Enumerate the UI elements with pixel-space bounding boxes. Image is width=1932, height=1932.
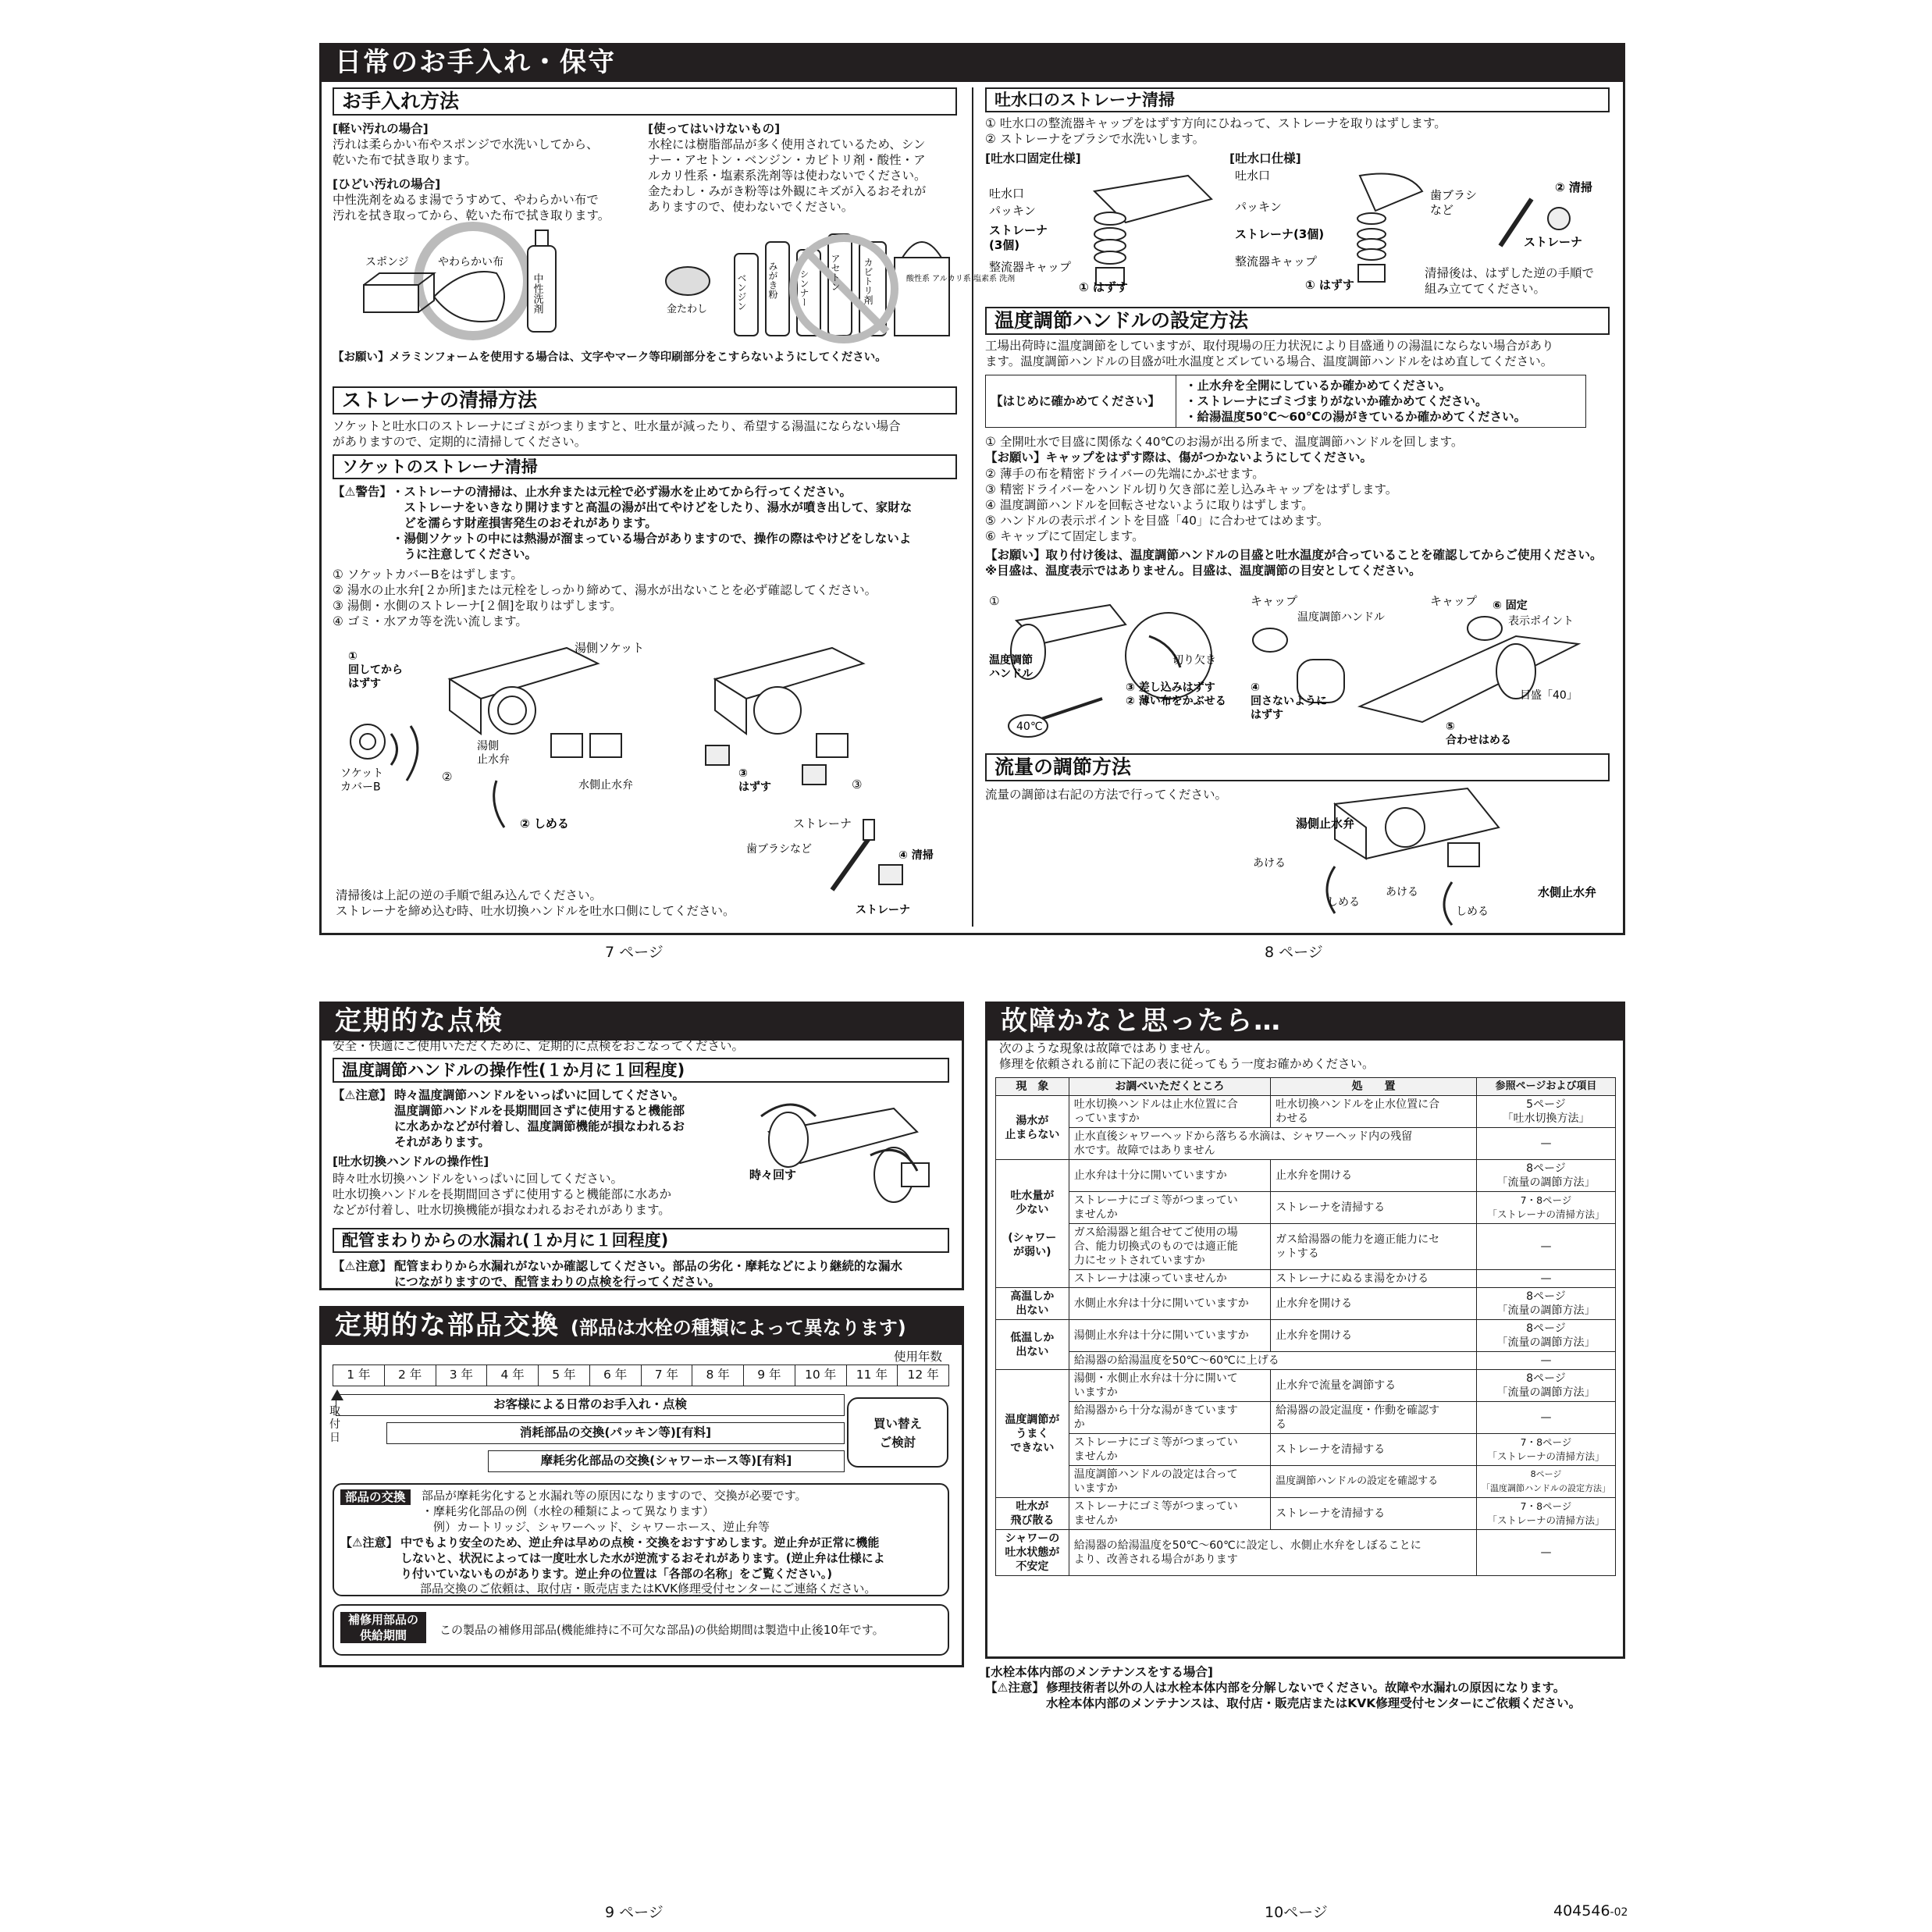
care-heavy-heading: [ひどい汚れの場合]: [333, 177, 441, 191]
care-light-text: 汚れは柔らかい布やスポンジで水洗いしてから、 乾いた布で拭き取ります。: [333, 137, 599, 167]
maintenance-caution-label: 【⚠注意】: [985, 1681, 1044, 1695]
inspection-turn: 時々回す: [749, 1168, 797, 1182]
action-cell: ストレーナにぬるま湯をかける: [1271, 1270, 1477, 1288]
sponge-label: スポンジ: [365, 256, 409, 269]
action-cell: 止水弁を開ける: [1271, 1160, 1477, 1192]
strainer-heading: ストレーナの清掃方法: [333, 386, 957, 415]
check-cell: 止水弁は十分に開いていますか: [1069, 1160, 1270, 1192]
thinner-label: シンナー: [799, 269, 809, 307]
trouble-title-band: 故障かなと思ったら…: [985, 1002, 1625, 1041]
table-row: [996, 1370, 1616, 1402]
trouble-table: [995, 1077, 1616, 1576]
flow-faucet-icon: [1335, 788, 1499, 866]
temp-heading: 温度調節ハンドルの設定方法: [985, 307, 1610, 335]
spout-text: ① 吐水口の整流器キャップをはずす方向にひねって、ストレーナを取りはずします。 ② ストレーナをブラシで水洗いします。: [985, 116, 1446, 146]
action-cell: 温度調節ハンドルの設定を確認する: [1271, 1466, 1477, 1498]
table-row: [996, 1224, 1616, 1270]
header-check: お調べいただくところ: [1069, 1078, 1270, 1096]
check-cell: 湯側止水弁は十分に開いていますか: [1069, 1320, 1270, 1352]
care-illustration: [333, 226, 1016, 343]
install-label: 取付日: [329, 1405, 340, 1444]
action-cell: ストレーナを清掃する: [1271, 1434, 1477, 1466]
spout-label: 吐水口: [989, 187, 1025, 201]
action-cell: 止水弁を開ける: [1271, 1320, 1477, 1352]
remove-label: ① はずす: [1079, 280, 1128, 294]
table-row: [996, 1498, 1616, 1530]
table-row: [996, 1402, 1616, 1434]
page-7-number: 7 ページ: [605, 944, 664, 961]
bar-consumables: 消耗部品の交換(パッキン等)[有料]: [386, 1422, 845, 1444]
year-cell: 12 年: [898, 1364, 949, 1386]
spout-fixed-heading: [吐水口固定仕様]: [985, 151, 1081, 165]
ref-cell: —: [1476, 1530, 1615, 1576]
clean-label: ② 清掃: [1555, 180, 1592, 194]
check-cell: 止水直後シャワーヘッドから落ちる水滴は、シャワーヘッド内の残留 水です。故障ではありません: [1069, 1128, 1476, 1160]
close-arrow-icon: [494, 781, 504, 827]
page-9-number: 9 ページ: [605, 1904, 664, 1921]
steel-wool-icon: [666, 267, 710, 295]
table-row: [996, 1160, 1616, 1192]
ref-cell: 7・8ページ 「ストレーナの清掃方法」: [1476, 1498, 1615, 1530]
check-cell: 給湯器の給湯温度を50℃～60℃に設定し、水側止水弁をしぼることに より、改善される場合があります: [1069, 1530, 1476, 1576]
supply-label: 補修用部品の 供給期間: [340, 1612, 426, 1643]
trouble-intro: 次のような現象は故障ではありません。 修理を依頼される前に下記の表に従ってもう一度お確かめください。: [999, 1041, 1375, 1071]
flow-open: あける: [1253, 857, 1286, 870]
year-cell: 6 年: [590, 1364, 642, 1386]
table-row: [996, 1530, 1616, 1576]
table-row: [996, 1096, 1616, 1128]
top-title-band: 日常のお手入れ・保守: [319, 43, 1625, 82]
fig-cover-label: ソケットカバーB: [340, 767, 384, 794]
remove-label-2: ① はずす: [1305, 278, 1354, 292]
temp-request2: 【お願い】取り付け後は、温度調節ハンドルの目盛と吐水温度が合っていることを確認してからご使用ください。 ※目盛は、温度表示ではありません。目盛は、温度調節の目安としてください。: [985, 548, 1603, 578]
year-cell: 7 年: [642, 1364, 693, 1386]
header-symptom: 現 象: [996, 1078, 1069, 1096]
replace-box: 買い替え ご検討: [847, 1397, 948, 1468]
inspection-leak-label: 【⚠注意】: [333, 1259, 392, 1273]
inspection-temp-heading: 温度調節ハンドルの操作性(１か月に１回程度): [333, 1058, 949, 1083]
care-light-heading: [軽い汚れの場合]: [333, 122, 429, 136]
ref-cell: —: [1476, 1224, 1615, 1270]
cap-label-2: 整流器キャップ: [1235, 254, 1318, 269]
fig-hot-valve: 湯側止水弁: [477, 740, 510, 767]
strainer-icon-2: [879, 865, 902, 884]
temp-request1: 【お願い】キャップをはずす際は、傷がつかないようにしてください。: [985, 450, 1373, 464]
header-action: 処 置: [1271, 1078, 1477, 1096]
neutral-label: 中性洗剤: [531, 273, 543, 314]
fig-fix-label: ⑥ 固定: [1493, 600, 1528, 612]
replacement-title-band: [319, 1306, 964, 1345]
spout-label-2: 吐水口: [1235, 169, 1271, 183]
page-10-number: 10ページ: [1265, 1904, 1328, 1921]
parts-label: 部品の交換: [340, 1489, 411, 1505]
fig-hot-socket: 湯側ソケット: [575, 641, 645, 655]
fig-cap2-label: キャップ: [1430, 594, 1478, 608]
fig-remove: ③ はずす: [738, 767, 771, 794]
action-cell: 止水弁で流量を調節する: [1271, 1370, 1477, 1402]
ref-cell: 7・8ページ 「ストレーナの清掃方法」: [1476, 1434, 1615, 1466]
symptom-cell: シャワーの 吐水状態が 不安定: [996, 1530, 1069, 1576]
page-8-number: 8 ページ: [1265, 944, 1323, 961]
inspection-leak-text: 配管まわりから水漏れがないか確認してください。部品の劣化・摩耗などにより継続的な漏水 につながりますので、配管まわりの点検を行ってください。: [394, 1259, 903, 1289]
fig-strainer2: ストレーナ: [856, 904, 910, 916]
flow-text: 流量の調節は右記の方法で行ってください。: [985, 788, 1228, 802]
care-heading: お手入れ方法: [333, 87, 957, 116]
benzine-label: ベンジン: [736, 273, 747, 311]
year-cell: 1 年: [333, 1364, 385, 1386]
inspection-intro: 安全・快適にご使用いただくために、定期的に点検をおこなってください。: [333, 1039, 745, 1053]
cap-icon: [1253, 628, 1287, 652]
flow-heading: 流量の調節方法: [985, 753, 1610, 781]
symptom-cell: 吐水量が 少ない (シャワー が弱い): [996, 1160, 1069, 1288]
temp-intro: 工場出荷時に温度調節をしていますが、取付現場の圧力状況により目盛通りの湯温にならない場合があり ます。温度調節ハンドルの目盛が吐水温度とズレている場合、温度調節ハンドルをはめ直してください。: [985, 339, 1554, 368]
check-cell: 給湯器の給湯温度を50℃～60℃に上げる: [1069, 1352, 1476, 1370]
strainer-3-label-2: ストレーナ(3個): [1235, 227, 1325, 241]
ref-cell: 7・8ページ 「ストレーナの清掃方法」: [1476, 1192, 1615, 1224]
check-cell: ストレーナは凍っていませんか: [1069, 1270, 1270, 1288]
cloth-icon: [434, 272, 504, 322]
spout-after: 清掃後は、はずした逆の手順で 組み立ててください。: [1425, 266, 1595, 296]
symptom-cell: 温度調節が うまく できない: [996, 1370, 1069, 1498]
temp-check-box: [985, 375, 1586, 428]
parts-box: [333, 1483, 949, 1596]
fig-step3: ③: [852, 777, 863, 792]
cap-icon-2: [1468, 617, 1502, 640]
ref-cell: —: [1476, 1128, 1615, 1160]
rotate-arrow-icon: [391, 734, 397, 765]
care-heavy-text: 中性洗剤をぬるま湯でうすめて、やわらかい布で 汚れを拭き取ってから、乾いた布で拭き取ります。: [333, 193, 610, 222]
ref-cell: —: [1476, 1270, 1615, 1288]
fig-40-label: 40℃: [1016, 720, 1043, 733]
action-cell: 給湯器の設定温度・作動を確認す る: [1271, 1402, 1477, 1434]
packing-label: パッキン: [989, 204, 1036, 218]
table-row: [996, 1466, 1616, 1498]
inspection-leak-heading: 配管まわりからの水漏れ(１か月に１回程度): [333, 1228, 949, 1253]
action-cell: 吐水切換ハンドルを止水位置に合 わせる: [1271, 1096, 1477, 1128]
replacement-title: 定期的な部品交換: [335, 1310, 560, 1341]
fig-handle2-label: 温度調節ハンドル: [1297, 611, 1385, 624]
care-note: 【お願い】メラミンフォームを使用する場合は、文字やマーク等印刷部分をこすらないようにしてください。: [333, 351, 887, 364]
table-row: [996, 1352, 1616, 1370]
maintenance-text: 修理技術者以外の人は水栓本体内部を分解しないでください。故障や水漏れの原因になります。 水栓本体内部のメンテナンスは、取付店・販売店またはKVK修理受付センターにご依頼ください。: [1046, 1681, 1582, 1710]
inspection-caution-label: 【⚠注意】: [333, 1088, 392, 1102]
fig-align-label: ⑤ 合わせはめる: [1446, 720, 1511, 747]
open-close-arrow-icon-2: [1444, 882, 1452, 925]
fig-temp-step1: ①: [989, 594, 1000, 608]
check-cell: ストレーナにゴミ等がつまってい ませんか: [1069, 1434, 1270, 1466]
check-cell: ストレーナにゴミ等がつまってい ませんか: [1069, 1498, 1270, 1530]
action-cell: ガス給湯器の能力を適正能力にセ ットする: [1271, 1224, 1477, 1270]
flow-illustration: [1249, 781, 1616, 929]
year-cell: 10 年: [795, 1364, 847, 1386]
symptom-cell: 吐水が 飛び散る: [996, 1498, 1069, 1530]
doc-number: 404546: [1553, 1902, 1610, 1920]
center-divider: [972, 87, 973, 927]
fig-step2: ②: [442, 770, 453, 784]
replacement-title-note: (部品は水栓の種類によって異なります): [570, 1317, 906, 1339]
ref-cell: 8ページ 「温度調節ハンドルの設定方法」: [1476, 1466, 1615, 1498]
ref-cell: 8ページ 「流量の調節方法」: [1476, 1320, 1615, 1352]
inspection-temp-text: 時々温度調節ハンドルをいっぱいに回してください。 温度調節ハンドルを長期間回さずに使用すると機能部 に水あかなどが付着し、温度調節機能が損なわれるお それがあります。: [394, 1088, 685, 1149]
year-cell: 9 年: [744, 1364, 795, 1386]
table-row: [996, 1128, 1616, 1160]
flow-open-2: あける: [1386, 886, 1418, 898]
fig-step1: ① 回してからはずす: [348, 650, 403, 690]
parts-caution-text: 中でもより安全のため、逆止弁は早めの点検・交換をおすすめします。逆止弁が正常に機能 しないと、状況によっては一度吐水した水が逆流するおそれがあります。(逆止弁は仕様によ り付いていないものがあります。逆止弁の位置は「各部の名称」をご覧ください。): [400, 1535, 885, 1581]
ref-cell: —: [1476, 1402, 1615, 1434]
years-label: 使用年数: [894, 1350, 943, 1364]
years-row: [333, 1364, 949, 1386]
packing-label-2: パッキン: [1235, 200, 1282, 214]
year-cell: 11 年: [847, 1364, 898, 1386]
document-number: [1553, 1902, 1628, 1920]
supply-text: この製品の補修用部品(機能維持に不可欠な部品)の供給期間は製造中止後10年です。: [439, 1623, 884, 1637]
maintenance-heading: [水栓本体内部のメンテナンスをする場合]: [985, 1665, 1213, 1679]
check-cell: 湯側・水側止水弁は十分に開いて いますか: [1069, 1370, 1270, 1402]
socket-warning-text: ・ストレーナの清掃は、止水弁または元栓で必ず湯水を止めてから行ってください。 ストレーナをいきなり開けますと高温の湯が出てやけどをしたり、湯水が噴き出して、家財な どを濡らす財産損害発生のおそれがあります。 ・湯側ソケットの中には熱湯が溜まっている場合がありますので、操作の際はやけどをしないよ うに注意してください。: [392, 485, 913, 561]
rotate-arrow-icon-2: [407, 726, 418, 781]
parts-contact: 部品交換のご依頼は、取付店・販売店またはKVK修理受付センターにご連絡ください。: [420, 1582, 877, 1596]
acetone-label: アセトン: [830, 254, 841, 291]
check-cell: ストレーナにゴミ等がつまってい ませんか: [1069, 1192, 1270, 1224]
header-ref: 参照ページおよび項目: [1476, 1078, 1615, 1096]
strainer-intro: ソケットと吐水口のストレーナにゴミがつまりますと、吐水量が減ったり、希望する湯温にならない場合 がありますので、定期的に清掃してください。: [333, 419, 901, 449]
cap-label: 整流器キャップ: [989, 260, 1072, 274]
fig-scale-label: 目盛「40」: [1520, 689, 1578, 702]
year-cell: 8 年: [692, 1364, 744, 1386]
check-cell: 吐水切換ハンドルは止水位置に合 っていますか: [1069, 1096, 1270, 1128]
ref-cell: 8ページ 「流量の調節方法」: [1476, 1370, 1615, 1402]
strainer-3-label: ストレーナ(3個): [989, 223, 1048, 252]
inspection-switch-heading: [吐水切換ハンドルの操作性]: [333, 1155, 489, 1169]
fig-toothbrush: 歯ブラシなど: [746, 843, 812, 856]
socket-heading: ソケットのストレーナ清掃: [333, 454, 957, 479]
year-cell: 2 年: [385, 1364, 436, 1386]
faucet-body-icon-2: [715, 648, 863, 757]
temp-steps: ② 薄手の布を精密ドライバーの先端にかぶせます。 ③ 精密ドライバーをハンドル切り欠き部に差し込みキャップをはずします。 ④ 温度調節ハンドルを回転させないように取りはずします。 ⑤ ハンドルの表示ポイントを目盛「40」に合わせてはめます。 ⑥ キャップにて固定します。: [985, 467, 1398, 543]
check-cell: 給湯器から十分な湯がきています か: [1069, 1402, 1270, 1434]
action-cell: ストレーナを清掃する: [1271, 1498, 1477, 1530]
doc-revision: -02: [1610, 1906, 1628, 1919]
table-row: [996, 1434, 1616, 1466]
fig-close: ② しめる: [520, 817, 569, 831]
check-cell: 温度調節ハンドルの設定は合って いますか: [1069, 1466, 1270, 1498]
supply-box: [333, 1604, 949, 1656]
ref-cell: 8ページ 「流量の調節方法」: [1476, 1160, 1615, 1192]
inspection-title-band: 定期的な点検: [319, 1002, 964, 1041]
inspection-switch-text: 時々吐水切換ハンドルをいっぱいに回してください。 吐水切換ハンドルを長期間回さずに使用すると機能部に水あか などが付着し、吐水切換機能が損なわれるおそれがあります。: [333, 1172, 672, 1217]
fig-dont-turn: ④ 回さないようにはずす: [1251, 681, 1327, 721]
inspection-illustration: [745, 1085, 948, 1218]
socket-warning-label: 【⚠警告】: [333, 485, 392, 499]
acid-label: 酸性系 アルカリ系 塩素系 洗剤: [906, 275, 1016, 283]
bar-wear-parts: 摩耗劣化部品の交換(シャワーホース等)[有料]: [488, 1450, 845, 1472]
flow-cold-valve: 水側止水弁: [1538, 885, 1597, 899]
fig-insert-label: ③ 差し込みはずす ② 薄い布をかぶせる: [1126, 681, 1226, 708]
temp-step1: ① 全開吐水で目盛に関係なく40℃のお湯が出る所まで、温度調節ハンドルを回します。: [985, 435, 1464, 449]
polish-label: みがき粉: [767, 262, 778, 299]
ref-cell: 5ページ 「吐水切換方法」: [1476, 1096, 1615, 1128]
socket-strainer-illustration: [333, 632, 957, 921]
year-cell: 5 年: [539, 1364, 590, 1386]
temp-check-label: 【はじめに確かめてください】: [991, 394, 1161, 408]
table-row: [996, 1320, 1616, 1352]
spout-swing-heading: [吐水口仕様]: [1229, 151, 1301, 165]
spout-heading: 吐水口のストレーナ清掃: [985, 87, 1610, 112]
table-row: [996, 1270, 1616, 1288]
action-cell: 止水弁を開ける: [1271, 1288, 1477, 1320]
check-cell: 水側止水弁は十分に開いていますか: [1069, 1288, 1270, 1320]
socket-after: 清掃後は上記の逆の手順で組み込んでください。 ストレーナを締め込む時、吐水切換ハンドルを吐水口側にしてください。: [336, 888, 735, 918]
fig-notch-label: 切り欠き: [1172, 654, 1216, 667]
flow-hot-valve: 湯側止水弁: [1296, 817, 1355, 831]
year-cell: 4 年: [487, 1364, 539, 1386]
strainer-icon: [706, 745, 826, 785]
fig-handle-label: 温度調節ハンドル: [989, 654, 1033, 681]
cloth-label: やわらかい布: [438, 256, 503, 269]
ref-cell: —: [1476, 1352, 1615, 1370]
action-cell: ストレーナを清掃する: [1271, 1192, 1477, 1224]
table-header-row: [996, 1078, 1616, 1096]
symptom-cell: 低温しか 出ない: [996, 1320, 1069, 1370]
fig-clean: ④ 清掃: [898, 849, 934, 862]
faucet-body-icon: [450, 648, 621, 757]
symptom-cell: 湯水が 止まらない: [996, 1096, 1069, 1160]
fig-point-label: 表示ポイント: [1508, 615, 1574, 628]
steel-wool-label: 金たわし: [667, 304, 708, 315]
spout-swing-icon: [1357, 174, 1422, 283]
faucet-reassembly-icon: [1360, 636, 1578, 722]
strainer-label-3: ストレーナ: [1524, 235, 1583, 249]
check-cell: ガス給湯器と組合せてご使用の場 合、能力切換式のものでは適正能 力にセットされていますか: [1069, 1224, 1270, 1270]
socket-cover-icon: [350, 724, 385, 759]
table-row: [996, 1192, 1616, 1224]
brush-label: 歯ブラシなど: [1430, 188, 1478, 217]
mold-label: カビトリ剤: [863, 258, 873, 304]
ref-cell: 8ページ 「流量の調節方法」: [1476, 1288, 1615, 1320]
table-row: [996, 1288, 1616, 1320]
care-ng-text: 水栓には樹脂部品が多く使用されているため、シン ナー・アセトン・ベンジン・カビトリ剤・酸性・ア ルカリ性系・塩素系洗剤等は使わないでください。 金たわし・みがき粉等は外観にキズが入るおそれが ありますので、使わないでください。: [648, 137, 927, 214]
flow-close-2: しめる: [1456, 906, 1489, 918]
fig-cap-label: キャップ: [1251, 594, 1298, 608]
fig-cold-valve: 水側止水弁: [578, 779, 633, 792]
flow-close: しめる: [1327, 896, 1360, 909]
temp-illustration: [985, 589, 1610, 745]
year-cell: 3 年: [436, 1364, 488, 1386]
temp-check-items: ・止水弁を全開にしているか確かめてください。 ・ストレーナにゴミづまりがないか確かめてください。 ・給湯温度50℃～60℃の湯がきているか確かめてください。: [1185, 379, 1527, 424]
fig-strainer: ストレーナ: [793, 817, 852, 831]
socket-steps: ① ソケットカバーBをはずします。 ② 湯水の止水弁[２か所]または元栓をしっかり締めて、湯水が出ないことを必ず確認してください。 ③ 湯側・水側のストレーナ[２個]を取りはずします。 ④ ゴミ・水アカ等を洗い流します。: [333, 568, 877, 628]
care-ng-heading: [使ってはいけないもの]: [648, 122, 781, 136]
parts-text: 部品が摩耗劣化すると水漏れ等の原因になりますので、交換が必要です。 ・摩耗劣化部品の例（水栓の種類によって異なります） 例）カートリッジ、シャワーヘッド、シャワーホース、逆止弁等: [422, 1489, 807, 1534]
bar-daily-care: お客様による日常のお手入れ・点検: [336, 1394, 845, 1416]
parts-caution-label: 【⚠注意】: [340, 1535, 398, 1550]
spout-fixed-icon: [1094, 176, 1212, 285]
symptom-cell: 高温しか 出ない: [996, 1288, 1069, 1320]
